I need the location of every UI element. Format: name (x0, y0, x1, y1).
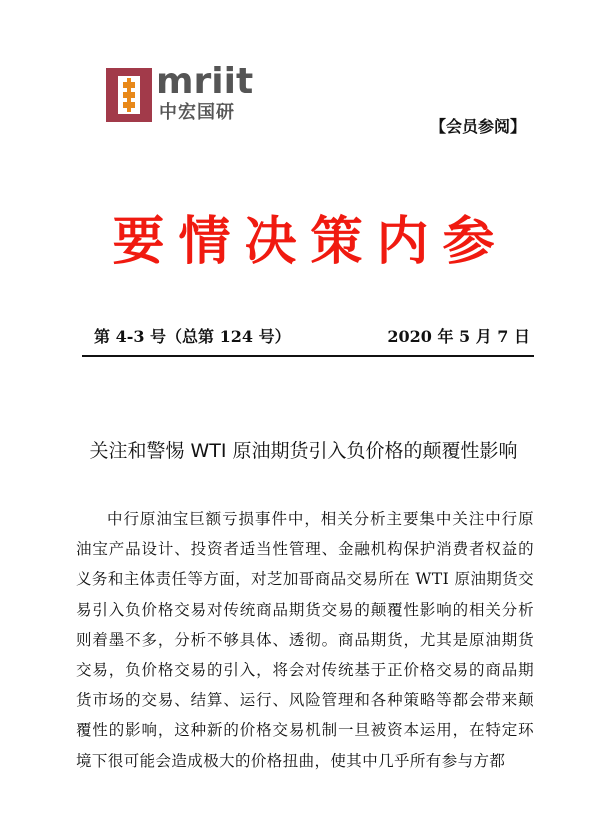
article-body: 中行原油宝巨额亏损事件中，相关分析主要集中关注中行原油宝产品设计、投资者适当性管理、金融机构保护消费者权益的义务和主体责任等方面，对芝加哥商品交易所在 WTI 原油期货交易引入负价格交易对传统商品期货交易的颠覆性影响的相关分析则着墨不多，分析不够具体、透彻。商品期货，尤其是原油期货交易，负价格交易的引入，将会对传统基于正价格交易的商品期货市场的交易、结算、运行、风险管理和各种策略等都会带来颠覆性的影响，这种新的价格交易机制一旦被资本运用，在特定环境下很可能会造成极大的价格扭曲，使其中几乎所有参与方都 (76, 510, 534, 770)
logo-mark-icon (104, 66, 154, 124)
logo-chinese-name: 中宏国研 (159, 102, 235, 123)
logo-wordmark: mriit (156, 61, 254, 102)
article-title: 关注和警惕 WTI 原油期货引入负价格的颠覆性影响 (89, 440, 518, 462)
issue-number: 第 4-3 号（总第 124 号） (94, 327, 291, 346)
issue-date: 2020 年 5 月 7 日 (387, 327, 530, 346)
header-divider (82, 355, 534, 357)
member-access-tag: 【会员参阅】 (430, 117, 527, 136)
logo (104, 61, 254, 126)
publication-title: 要情决策内参 (112, 212, 509, 272)
